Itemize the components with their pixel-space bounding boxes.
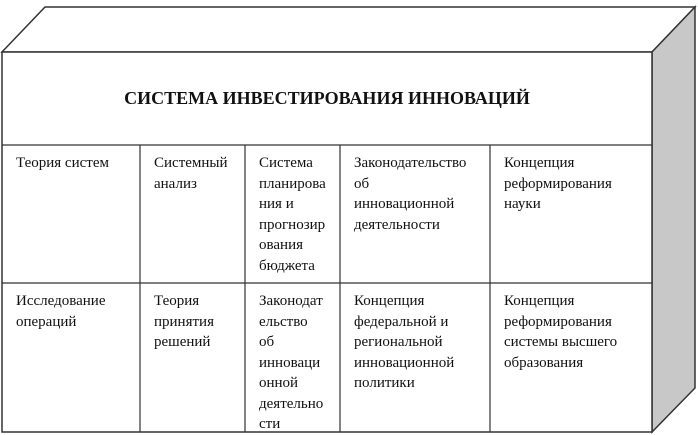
table-cell: Исследование операций: [16, 293, 106, 330]
table-cell: Концепция реформирования науки: [504, 155, 612, 212]
table-cell: Концепция реформирования системы высшего образования: [504, 293, 618, 371]
box-top-face: [2, 7, 695, 52]
table-cell: Законодат ельство об инноваци онной деятельно сти: [259, 293, 324, 432]
diagram-title: СИСТЕМА ИНВЕСТИРОВАНИЯ ИННОВАЦИЙ: [124, 88, 530, 108]
table-cell: Концепция федеральной и региональной инновационной политики: [354, 293, 455, 391]
table-cell: Система планирова ния и прогнозир ования бюджета: [259, 155, 326, 274]
box-side-face: [652, 7, 695, 432]
table-cell: Теория принятия решений: [154, 293, 214, 350]
table-cell: Системный анализ: [154, 155, 228, 192]
table-cell: Законодательство об инновационной деятельности: [354, 155, 467, 233]
table-cell: Теория систем: [16, 155, 109, 171]
